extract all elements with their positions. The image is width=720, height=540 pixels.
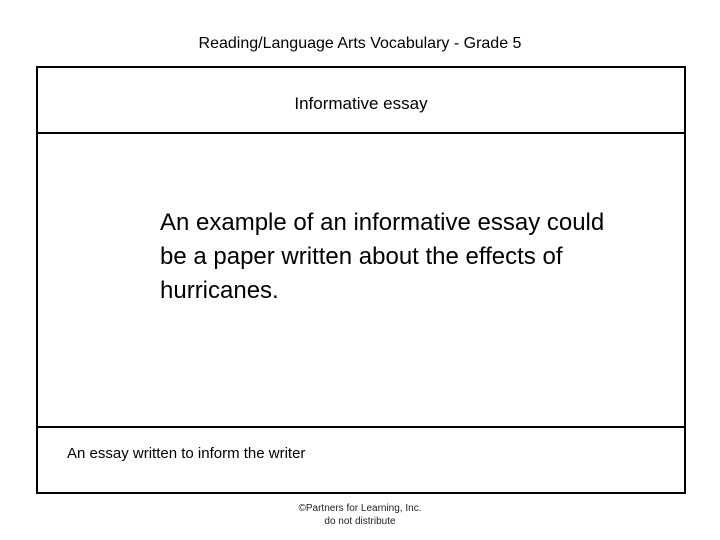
page-title: Reading/Language Arts Vocabulary - Grade 5 [198, 35, 522, 52]
vocabulary-card [36, 66, 686, 494]
distribution-notice: do not distribute [324, 516, 396, 527]
copyright-text: ©Partners for Learning, Inc. [298, 503, 422, 514]
footer [0, 502, 720, 528]
example-row [38, 134, 684, 428]
definition-text: An essay written to inform the writer [67, 445, 306, 462]
definition-row [38, 428, 684, 492]
term-row [38, 68, 684, 134]
example-sentence: An example of an informative essay could be a paper written about the effects of hurricanes. [160, 209, 605, 304]
vocabulary-term: Informative essay [294, 94, 428, 113]
